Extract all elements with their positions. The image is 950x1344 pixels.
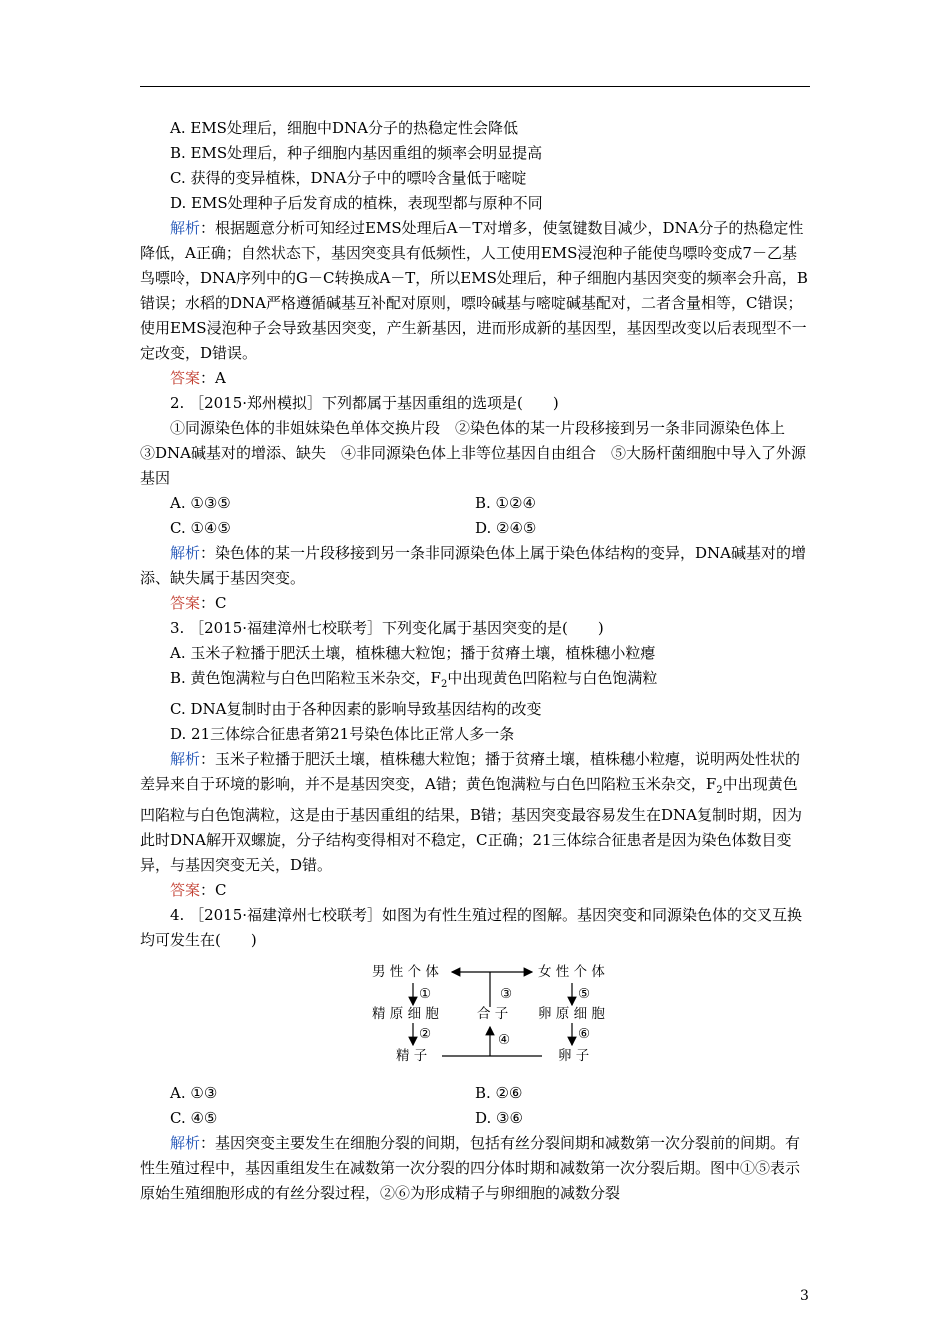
q4-option-d: D. ③⑥ <box>475 1109 523 1127</box>
q1-analysis-text: ：根据题意分析可知经过EMS处理后A－T对增多，使氢键数目减少，DNA分子的热稳定性降低，A正确；自然状态下，基因突变具有低频性，人工使用EMS浸泡种子能使鸟嘌呤变成7－乙基鸟嘌呤，DNA序列中的G－C转换成A－T，所以EMS处理后，种子细胞内基因突变的频率会升高，B错误；水稻的DNA严格遵循碱基互补配对原则，嘌呤碱基与嘧啶碱基配对，二者含量相等，C错误；使用EMS浸泡种子会导致基因突变，产生新基因，进而形成新的基因型，基因型改变以后表现型不一定改变，D错误。 <box>140 219 808 362</box>
label-spermatogonium: 精 原 细 胞 <box>372 1006 439 1022</box>
label-num-2: ② <box>419 1026 432 1042</box>
q3-analysis <box>140 747 810 878</box>
label-oogonium: 卵 原 细 胞 <box>538 1006 605 1022</box>
q3-answer-value: ：C <box>200 881 227 899</box>
q3-option-a: A. 玉米子粒播于肥沃土壤，植株穗大粒饱；播于贫瘠土壤，植株穗小粒瘪 <box>170 644 656 662</box>
q2-option-a: A. ①③⑤ <box>170 494 231 512</box>
q2-items: ①同源染色体的非姐妹染色单体交换片段 ②染色体的某一片段移接到另一条非同源染色体上 ③DNA碱基对的增添、缺失 ④非同源染色体上非等位基因自由组合 ⑤大肠杆菌细胞中导入了外源基因 <box>140 419 806 487</box>
q1-option-b: B. EMS处理后，种子细胞内基因重组的频率会明显提高 <box>170 144 543 162</box>
label-female: 女 性 个 体 <box>538 964 605 980</box>
q2-option-b: B. ①②④ <box>475 494 536 512</box>
q3-option-b <box>140 666 810 697</box>
q1-option-d: D. EMS处理种子后发育成的植株，表现型都与原种不同 <box>170 194 543 212</box>
analysis-label: 解析 <box>170 219 201 237</box>
document-body <box>140 116 810 1206</box>
q3-option-c: C. DNA复制时由于各种因素的影响导致基因结构的改变 <box>170 700 542 718</box>
header-rule <box>140 86 810 87</box>
label-egg: 卵 子 <box>558 1048 590 1064</box>
q2-analysis-text: ：染色体的某一片段移接到另一条非同源染色体上属于染色体结构的变异，DNA碱基对的增添、缺失属于基因突变。 <box>140 544 807 587</box>
q4-options-row-2 <box>140 1106 810 1131</box>
answer-label: 答案 <box>170 369 201 387</box>
label-num-6: ⑥ <box>578 1026 591 1042</box>
label-sperm: 精 子 <box>396 1048 428 1064</box>
q2-options-row-2 <box>140 516 810 541</box>
q3-option-b-pre: B. 黄色饱满粒与白色凹陷粒玉米杂交，F <box>170 669 441 687</box>
q1-analysis <box>140 216 810 366</box>
label-num-3: ③ <box>500 986 513 1002</box>
q4-options-row-1 <box>140 1081 810 1106</box>
diagram-lines <box>140 959 810 1077</box>
q4-stem: 4. ［2015·福建漳州七校联考］如图为有性生殖过程的图解。基因突变和同源染色体的交叉互换均可发生在( ) <box>140 906 803 949</box>
q1-option-a: A. EMS处理后，细胞中DNA分子的热稳定性会降低 <box>170 119 518 137</box>
q2-stem: 2. ［2015·郑州模拟］下列都属于基因重组的选项是( ) <box>170 394 559 412</box>
analysis-label: 解析 <box>170 544 201 562</box>
q2-analysis <box>140 541 810 591</box>
q1-option-c: C. 获得的变异植株，DNA分子中的嘌呤含量低于嘧啶 <box>170 169 527 187</box>
q3-answer <box>140 878 810 903</box>
q4-option-b: B. ②⑥ <box>475 1084 523 1102</box>
q2-option-d: D. ②④⑤ <box>475 519 537 537</box>
label-num-4: ④ <box>498 1032 511 1048</box>
q4-analysis-text: ：基因突变主要发生在细胞分裂的间期，包括有丝分裂间期和减数第一次分裂前的间期。有性生殖过程中，基因重组发生在减数第一次分裂的四分体时期和减数第一次分裂后期。图中①⑤表示原始生殖细胞形成的有丝分裂过程，②⑥为形成精子与卵细胞的减数分裂 <box>140 1134 801 1202</box>
label-num-1: ① <box>419 986 432 1002</box>
q1-answer <box>140 366 810 391</box>
q3-stem: 3. ［2015·福建漳州七校联考］下列变化属于基因突变的是( ) <box>170 619 604 637</box>
q3-analysis-post: 中出现黄色凹陷粒与白色饱满粒，这是由于基因重组的结果，B错；基因突变最容易发生在DNA复制时期，因为此时DNA解开双螺旋，分子结构变得相对不稳定，C正确；21三体综合征患者是因为染色体数目变异，与基因突变无关，D错。 <box>140 775 803 874</box>
q4-option-c: C. ④⑤ <box>170 1109 218 1127</box>
q2-options-row-1 <box>140 491 810 516</box>
q3-option-b-sub: 2 <box>440 679 448 690</box>
q1-answer-value: ：A <box>200 369 226 387</box>
q4-analysis <box>140 1131 810 1206</box>
q2-answer-value: ：C <box>200 594 227 612</box>
reproduction-diagram <box>140 959 810 1077</box>
q2-answer <box>140 591 810 616</box>
label-num-5: ⑤ <box>578 986 591 1002</box>
page-number: 3 <box>800 1288 809 1304</box>
q3-analysis-pre: ：玉米子粒播于肥沃土壤，植株穗大粒饱；播于贫瘠土壤，植株穗小粒瘪，说明两处性状的差异来自于环境的影响，并不是基因突变，A错；黄色饱满粒与白色凹陷粒玉米杂交，F <box>140 750 801 793</box>
analysis-label: 解析 <box>170 750 201 768</box>
answer-label: 答案 <box>170 594 201 612</box>
label-male: 男 性 个 体 <box>372 964 439 980</box>
q3-analysis-sub: 2 <box>716 785 723 796</box>
q4-option-a: A. ①③ <box>170 1084 218 1102</box>
q3-option-d: D. 21三体综合征患者第21号染色体比正常人多一条 <box>170 725 515 743</box>
q3-option-b-post: 中出现黄色凹陷粒与白色饱满粒 <box>447 669 658 687</box>
label-zygote: 合 子 <box>477 1006 509 1022</box>
analysis-label: 解析 <box>170 1134 201 1152</box>
q2-option-c: C. ①④⑤ <box>170 519 231 537</box>
answer-label: 答案 <box>170 881 201 899</box>
